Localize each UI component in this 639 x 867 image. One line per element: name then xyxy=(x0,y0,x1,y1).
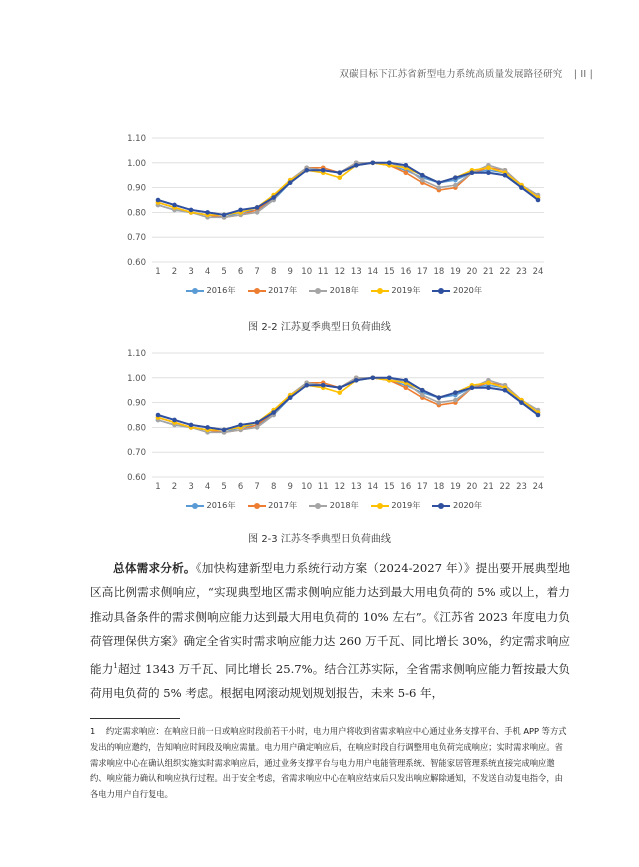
chart-plot xyxy=(118,130,550,280)
y-tick-label: 0.70 xyxy=(127,448,146,459)
data-point xyxy=(354,163,359,168)
y-tick-label: 0.80 xyxy=(127,208,146,219)
footnote-ref[interactable]: 1 xyxy=(113,661,118,670)
data-point xyxy=(519,400,524,405)
summer-load-chart xyxy=(118,130,550,300)
legend-swatch xyxy=(309,287,327,295)
legend-label: 2018年 xyxy=(327,285,359,295)
x-tick-label: 12 xyxy=(334,267,346,277)
legend-label: 2016年 xyxy=(203,285,236,295)
data-point xyxy=(255,420,260,425)
x-tick-label: 6 xyxy=(237,482,244,492)
data-point xyxy=(503,388,508,393)
x-tick-label: 17 xyxy=(416,482,428,492)
data-point xyxy=(420,393,425,398)
data-point xyxy=(519,185,524,190)
data-point xyxy=(255,205,260,210)
x-tick-label: 10 xyxy=(301,267,313,277)
data-point xyxy=(238,208,243,213)
legend-item xyxy=(432,285,482,296)
x-tick-label: 13 xyxy=(350,267,362,277)
header-title: 双碳目标下江苏省新型电力系统高质量发展路径研究 xyxy=(339,69,563,80)
legend-item xyxy=(248,285,298,296)
x-tick-label: 17 xyxy=(416,267,428,277)
y-tick-label: 0.70 xyxy=(127,233,146,244)
data-point xyxy=(453,398,458,403)
legend-item xyxy=(371,500,421,511)
y-tick-label: 0.90 xyxy=(127,398,146,409)
data-point xyxy=(503,173,508,178)
data-point xyxy=(337,170,342,175)
x-tick-label: 13 xyxy=(350,482,362,492)
x-tick-label: 10 xyxy=(301,482,313,492)
x-tick-label: 20 xyxy=(466,482,478,492)
data-point xyxy=(387,161,392,166)
legend-label: 2020年 xyxy=(450,285,483,295)
x-tick-label: 8 xyxy=(270,267,277,277)
legend-item xyxy=(186,500,236,511)
data-point xyxy=(288,180,293,185)
data-point xyxy=(156,198,161,203)
legend-swatch xyxy=(186,287,204,295)
figure-caption-2-3: 图 2-3 江苏冬季典型日负荷曲线 xyxy=(248,534,391,545)
x-tick-label: 1 xyxy=(155,482,161,492)
x-tick-label: 21 xyxy=(483,482,494,492)
x-tick-label: 8 xyxy=(270,482,277,492)
running-header xyxy=(339,66,593,80)
legend-item xyxy=(309,285,359,296)
data-point xyxy=(222,428,227,433)
data-point xyxy=(304,168,309,173)
x-tick-label: 15 xyxy=(383,267,395,277)
data-point xyxy=(255,425,260,430)
x-tick-label: 16 xyxy=(400,482,412,492)
data-point xyxy=(453,175,458,180)
data-point xyxy=(156,413,161,418)
data-point xyxy=(370,161,375,166)
legend-swatch xyxy=(371,502,389,510)
data-point xyxy=(437,395,442,400)
data-point xyxy=(222,213,227,218)
data-point xyxy=(370,376,375,381)
x-tick-label: 14 xyxy=(367,267,379,277)
data-point xyxy=(354,378,359,383)
chart-legend xyxy=(118,285,550,296)
legend-swatch xyxy=(248,287,266,295)
x-tick-label: 1 xyxy=(155,267,161,277)
y-tick-label: 0.80 xyxy=(127,423,146,434)
paragraph-text: 《加快构建新型电力系统行动方案（2024-2027 年）》提出要开展典型地区高比例需求侧响应，“实现典型地区需求侧响应能力达到最大用电负荷的 5% 或以上，着力推动具备条件的需求侧响应能力达到最大用电负荷的 10% 左右”。《江苏省 2023 年度电力负荷管理保供方案》确定全省实时需求响应能力达 260 万千瓦、同比增长 30%，约定需求响应能力 xyxy=(90,561,570,676)
legend-item xyxy=(248,500,298,511)
data-point xyxy=(288,395,293,400)
y-tick-label: 0.60 xyxy=(127,473,146,483)
data-point xyxy=(420,173,425,178)
x-tick-label: 7 xyxy=(254,482,260,492)
y-tick-label: 1.10 xyxy=(127,134,146,144)
legend-label: 2017年 xyxy=(265,500,298,510)
data-point xyxy=(470,170,475,175)
legend-swatch xyxy=(309,502,327,510)
legend-label: 2018年 xyxy=(327,500,359,510)
x-tick-label: 16 xyxy=(400,267,412,277)
legend-item xyxy=(432,500,482,511)
x-tick-label: 19 xyxy=(449,482,461,492)
x-tick-label: 3 xyxy=(188,482,194,492)
x-tick-label: 6 xyxy=(237,267,244,277)
data-point xyxy=(437,180,442,185)
x-tick-label: 2 xyxy=(171,267,178,277)
x-tick-label: 14 xyxy=(367,482,379,492)
legend-label: 2016年 xyxy=(203,500,236,510)
x-tick-label: 20 xyxy=(466,267,478,277)
x-tick-label: 2 xyxy=(171,482,178,492)
data-point xyxy=(486,165,491,170)
page-mark: | II | xyxy=(573,69,593,80)
x-tick-label: 7 xyxy=(254,267,260,277)
footnote-divider xyxy=(90,718,180,719)
legend-label: 2020年 xyxy=(450,500,483,510)
data-point xyxy=(420,178,425,183)
legend-label: 2019年 xyxy=(388,500,421,510)
x-tick-label: 22 xyxy=(499,482,511,492)
data-point xyxy=(321,168,326,173)
data-point xyxy=(205,425,210,430)
body-paragraph xyxy=(90,556,570,705)
y-tick-label: 1.10 xyxy=(127,349,146,359)
x-tick-label: 15 xyxy=(383,482,395,492)
chart-plot xyxy=(118,345,550,495)
data-point xyxy=(271,195,276,200)
x-tick-label: 24 xyxy=(532,482,544,492)
data-point xyxy=(337,390,342,395)
data-point xyxy=(420,388,425,393)
y-tick-label: 1.00 xyxy=(127,373,146,384)
legend-item xyxy=(309,500,359,511)
chart-legend xyxy=(118,500,550,511)
legend-label: 2017年 xyxy=(265,285,298,295)
data-point xyxy=(387,376,392,381)
paragraph-lead: 总体需求分析。 xyxy=(113,561,196,575)
footnote-number: 1 xyxy=(90,726,96,736)
figure-caption-2-2: 图 2-2 江苏夏季典型日负荷曲线 xyxy=(248,322,391,333)
data-point xyxy=(304,383,309,388)
winter-load-chart xyxy=(118,345,550,515)
data-point xyxy=(337,175,342,180)
legend-swatch xyxy=(248,502,266,510)
data-point xyxy=(536,413,541,418)
data-point xyxy=(536,198,541,203)
x-tick-label: 11 xyxy=(317,482,329,492)
data-point xyxy=(205,210,210,215)
footnote xyxy=(90,724,570,803)
data-point xyxy=(255,210,260,215)
data-point xyxy=(238,423,243,428)
legend-label: 2019年 xyxy=(388,285,421,295)
x-tick-label: 5 xyxy=(221,267,227,277)
x-tick-label: 19 xyxy=(449,267,461,277)
data-point xyxy=(189,208,194,213)
data-point xyxy=(404,170,409,175)
data-point xyxy=(486,170,491,175)
data-point xyxy=(437,185,442,190)
data-point xyxy=(189,423,194,428)
y-tick-label: 0.90 xyxy=(127,183,146,194)
data-point xyxy=(271,410,276,415)
data-point xyxy=(172,418,177,423)
y-tick-label: 0.60 xyxy=(127,258,146,268)
x-tick-label: 9 xyxy=(287,267,293,277)
data-point xyxy=(486,385,491,390)
x-tick-label: 5 xyxy=(221,482,227,492)
legend-swatch xyxy=(371,287,389,295)
legend-item xyxy=(371,285,421,296)
legend-swatch xyxy=(186,502,204,510)
x-tick-label: 11 xyxy=(317,267,329,277)
paragraph-text-cont: 超过 1343 万千瓦、同比增长 25.7%。结合江苏实际，全省需求侧响应能力暂按最大负荷用电负荷的 5% 考虑。根据电网滚动规划规划报告，未来 5-6 年， xyxy=(90,661,570,700)
data-point xyxy=(337,385,342,390)
y-tick-label: 1.00 xyxy=(127,158,146,169)
x-tick-label: 22 xyxy=(499,267,511,277)
x-tick-label: 12 xyxy=(334,482,346,492)
x-tick-label: 24 xyxy=(532,267,544,277)
data-point xyxy=(404,378,409,383)
legend-swatch xyxy=(432,287,450,295)
x-tick-label: 23 xyxy=(516,267,527,277)
data-point xyxy=(321,383,326,388)
data-point xyxy=(486,380,491,385)
data-point xyxy=(172,203,177,208)
legend-item xyxy=(186,285,236,296)
data-point xyxy=(437,400,442,405)
x-tick-label: 18 xyxy=(433,267,445,277)
x-tick-label: 23 xyxy=(516,482,527,492)
x-tick-label: 3 xyxy=(188,267,194,277)
x-tick-label: 18 xyxy=(433,482,445,492)
x-tick-label: 4 xyxy=(204,267,211,277)
x-tick-label: 21 xyxy=(483,267,494,277)
data-point xyxy=(453,390,458,395)
x-tick-label: 4 xyxy=(204,482,211,492)
data-point xyxy=(404,163,409,168)
legend-swatch xyxy=(432,502,450,510)
x-tick-label: 9 xyxy=(287,482,293,492)
data-point xyxy=(470,385,475,390)
data-point xyxy=(404,385,409,390)
footnote-text: 约定需求响应：在响应日前一日或响应时段前若干小时，电力用户将收到省需求响应中心通过业务支撑平台、手机 APP 等方式发出的响应邀约，告知响应时间段及响应需量。电力用户确定响应后，在响应时段自行调整用电负荷完成响应；实时需求响应。省需求响应中心在确认组织实施实时需求响应后，通过业务支撑平台与电力用户电能管理系统、智能家居管理系统直接完成响应邀约、响应能力确认和响应执行过程。出于安全考虑，省需求响应中心在响应结束后只发出响应解除通知，不发送自动复电指令，由各电力用户自行复电。 xyxy=(90,726,567,800)
data-point xyxy=(453,183,458,188)
